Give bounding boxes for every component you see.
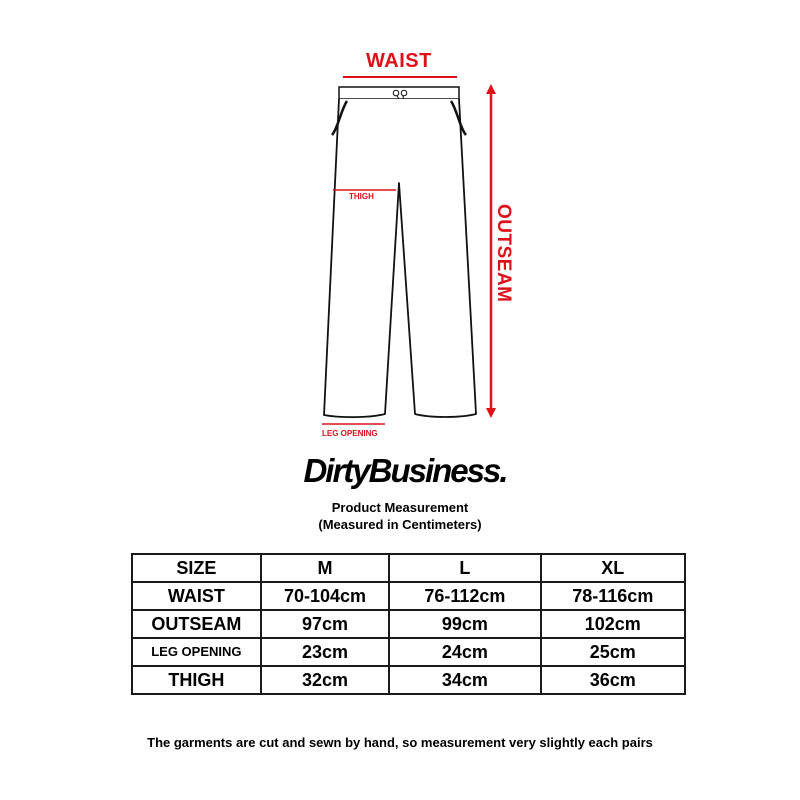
header-cell: XL [541,554,685,582]
thigh-label: THIGH [349,192,374,201]
header-cell: M [261,554,390,582]
table-cell: 36cm [541,666,685,694]
table-row [132,638,685,666]
table-row [132,666,685,694]
table-cell: 97cm [261,610,390,638]
table-header-row [132,554,685,582]
subtitle-line1: Product Measurement [331,500,469,515]
table-cell: 99cm [389,610,540,638]
row-label: WAIST [132,582,261,610]
outseam-label: OUTSEAM [493,204,514,303]
header-cell: SIZE [132,554,261,582]
waist-label: WAIST [366,50,432,72]
table-cell: 32cm [261,666,390,694]
row-label: LEG OPENING [132,638,261,666]
leg-opening-label: LEG OPENING [322,429,378,438]
table-row [132,582,685,610]
header-cell: L [389,554,540,582]
brand-logo: DirtyBusiness. [303,452,507,489]
size-chart-table [131,553,686,695]
table-cell: 78-116cm [541,582,685,610]
table-cell: 102cm [541,610,685,638]
row-label: OUTSEAM [132,610,261,638]
table-cell: 25cm [541,638,685,666]
table-cell: 34cm [389,666,540,694]
handmade-note: The garments are cut and sewn by hand, so measurement very slightly each pairs [147,735,653,750]
table-cell: 76-112cm [389,582,540,610]
table-cell: 70-104cm [261,582,390,610]
row-label: THIGH [132,666,261,694]
table-cell: 24cm [389,638,540,666]
table-row [132,610,685,638]
subtitle-line2: (Measured in Centimeters) [318,517,482,532]
table-cell: 23cm [261,638,390,666]
